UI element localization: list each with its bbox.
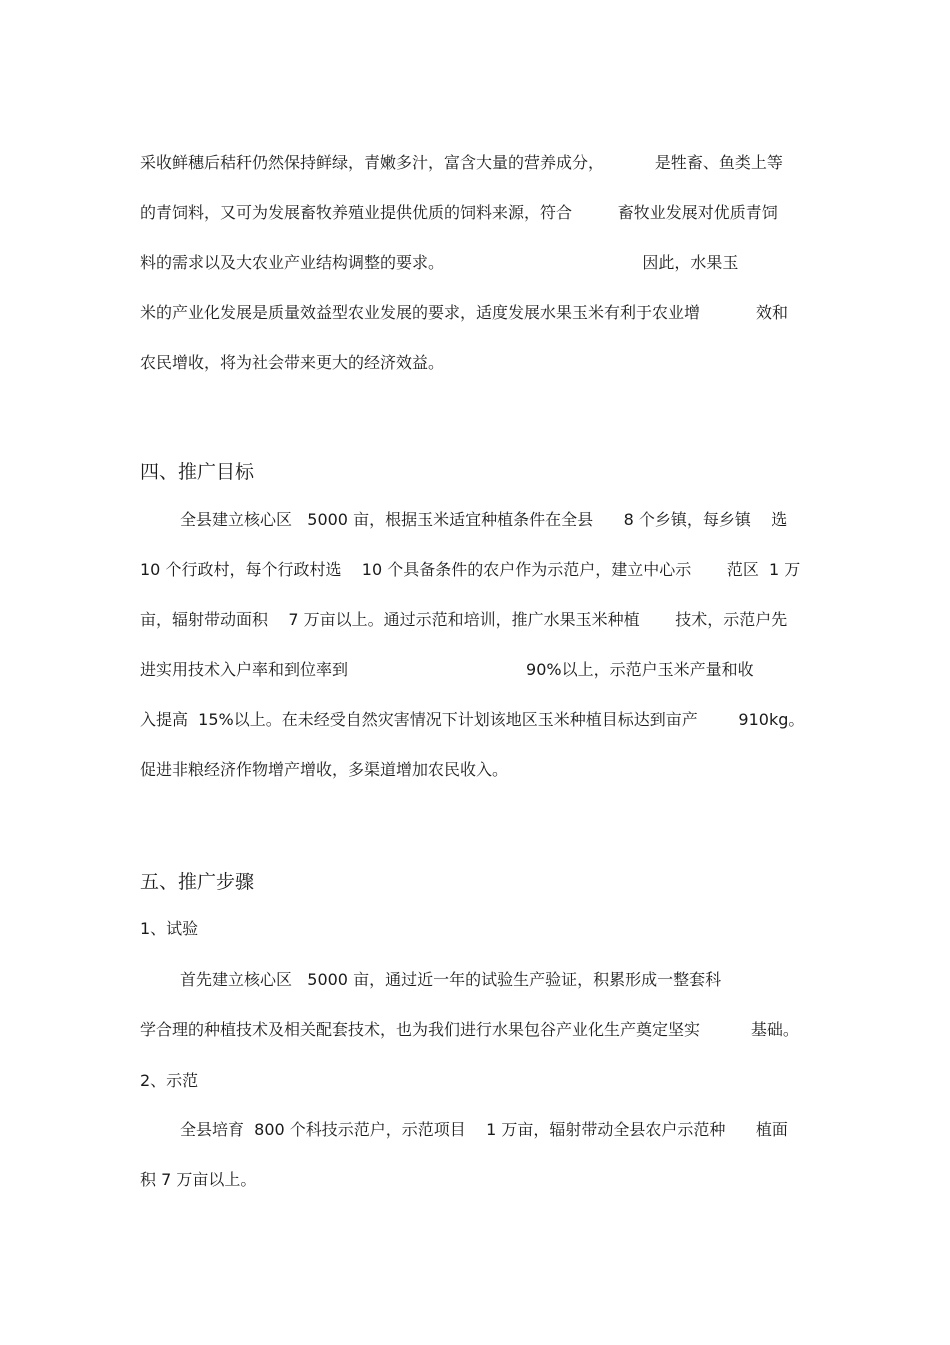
section-heading: 四、推广目标 bbox=[140, 461, 255, 483]
paragraph-line: 10 个行政村，每个行政村选 10 个具备条件的农户作为示范户，建立中心示 范区 1 万 bbox=[140, 560, 801, 579]
paragraph-line: 米的产业化发展是质量效益型农业发展的要求，适度发展水果玉米有利于农业增 效和 bbox=[140, 303, 788, 322]
paragraph-line: 进实用技术入户率和到位率到 90%以上，示范户玉米产量和收 bbox=[140, 660, 754, 679]
paragraph-line: 首先建立核心区 5000 亩，通过近一年的试验生产验证，积累形成一整套科 bbox=[180, 970, 722, 989]
paragraph-line: 积 7 万亩以上。 bbox=[140, 1170, 257, 1189]
paragraph-line: 料的需求以及大农业产业结构调整的要求。 因此，水果玉 bbox=[140, 253, 739, 272]
paragraph-line: 农民增收，将为社会带来更大的经济效益。 bbox=[140, 353, 445, 372]
paragraph-line: 全县培育 800 个科技示范户，示范项目 1 万亩，辐射带动全县农户示范种 植面 bbox=[180, 1120, 788, 1139]
paragraph-line: 亩，辐射带动面积 7 万亩以上。通过示范和培训，推广水果玉米种植 技术，示范户先 bbox=[140, 610, 788, 629]
paragraph-line: 入提高 15%以上。在未经受自然灾害情况下计划该地区玉米种植目标达到亩产 910kg。 bbox=[140, 710, 805, 729]
paragraph-line: 的青饲料，又可为发展畜牧养殖业提供优质的饲料来源，符合 畜牧业发展对优质青饲 bbox=[140, 203, 778, 222]
subsection-title: 1、试验 bbox=[140, 919, 199, 938]
paragraph-line: 全县建立核心区 5000 亩，根据玉米适宜种植条件在全县 8 个乡镇，每乡镇 选 bbox=[180, 510, 788, 529]
paragraph-line: 采收鲜穗后秸秆仍然保持鲜绿，青嫩多汁，富含大量的营养成分， 是牲畜、鱼类上等 bbox=[140, 153, 783, 172]
subsection-title: 2、示范 bbox=[140, 1071, 199, 1090]
paragraph-line: 学合理的种植技术及相关配套技术，也为我们进行水果包谷产业化生产奠定坚实 基础。 bbox=[140, 1020, 799, 1039]
section-heading: 五、推广步骤 bbox=[140, 871, 255, 893]
paragraph-line: 促进非粮经济作物增产增收，多渠道增加农民收入。 bbox=[140, 760, 509, 779]
